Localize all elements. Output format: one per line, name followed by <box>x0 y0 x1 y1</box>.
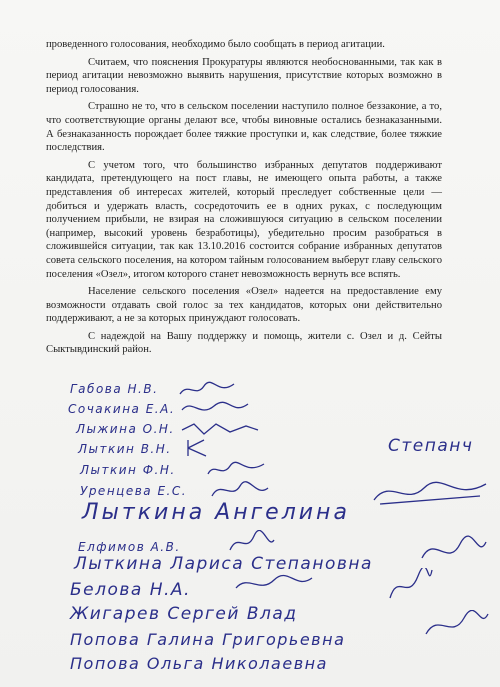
signature-scribble-icon <box>384 568 434 604</box>
signature-1: Габова Н.В. <box>70 382 159 396</box>
paragraph-2: Считаем, что пояснения Прокуратуры являются необоснованными, так как в период агитации невозможно выявить нарушения, присутствие которых возможно в период голосования. <box>46 56 442 95</box>
signature-4: Лыткин В.Н. <box>78 442 172 456</box>
signature-scribble-icon <box>424 610 490 640</box>
paragraph-5: Население сельского поселения «Озел» надеется на предоставление ему возможности отдавать свой голос за тех кандидатов, которых они действительно поддерживают, а не за которых принуждают голосовать. <box>46 286 442 325</box>
signature-5: Лыткин Ф.Н. <box>80 463 176 477</box>
signature-scribble-icon <box>418 534 488 568</box>
signature-scribble-icon <box>184 438 214 458</box>
signature-scribble-icon <box>178 380 238 400</box>
signature-scribble-icon <box>206 458 266 480</box>
paragraph-6: С надеждой на Вашу поддержку и помощь, жители с. Озел и д. Сейты Сыктывдинский район. <box>46 330 442 356</box>
signature-scribble-icon <box>234 572 314 596</box>
signature-scribble-icon <box>180 420 260 438</box>
signature-scribble-icon <box>228 530 276 556</box>
signature-12: Жигарев Сергей Влад <box>70 604 298 624</box>
signature-scribble-icon <box>210 478 270 502</box>
paragraph-1: проведенного голосования, необходимо было сообщать в период агитации. <box>46 39 385 50</box>
signature-13: Попова Галина Григорьевна <box>70 630 346 649</box>
signature-3: Лыжина О.Н. <box>76 422 175 436</box>
signature-scribble-icon <box>180 398 250 418</box>
signature-8: Лыткина Ангелина <box>82 500 350 525</box>
signature-9: Елфимов А.В. <box>78 540 181 554</box>
signature-10: Лыткина Лариса Степановна <box>74 554 373 574</box>
signature-6: Уренцева Е.С. <box>80 484 188 498</box>
signature-2: Сочакина Е.А. <box>68 402 176 416</box>
signature-scribble-icon <box>370 474 490 510</box>
signature-14: Попова Ольга Николаевна <box>70 654 328 673</box>
signature-11: Белова Н.А. <box>70 580 191 600</box>
paragraph-3: Страшно не то, что в сельском поселении наступило полное беззаконие, а то, что соответствующие органы делают все, чтобы виновные остались безнаказанными. А безнаказанность порождает более тяжкие проступки и, как следствие, более тяжкие последствия. <box>46 101 442 154</box>
paragraph-4: С учетом того, что большинство избранных депутатов поддерживают кандидата, претендующего на пост главы, не имеющего опыта работы, а также представления об интересах жителей, который преследует собственные цели — добиться и удержать власть, сосредоточить ее в одних руках, с последующим получением прибыли, не взирая на сложившуюся ситуацию в сельском поселении (например, высокий уровень безработицы), убедительно просим разобраться в сложившейся ситуации, так как 13.10.2016 состоится собрание избранных депутатов совета сельского поселения, на котором тайным голосованием выберут главу сельского поселения «Озел», итогом которого станет невозможность вернуть все вспять. <box>46 159 442 280</box>
signature-7: Степанч <box>388 436 474 456</box>
